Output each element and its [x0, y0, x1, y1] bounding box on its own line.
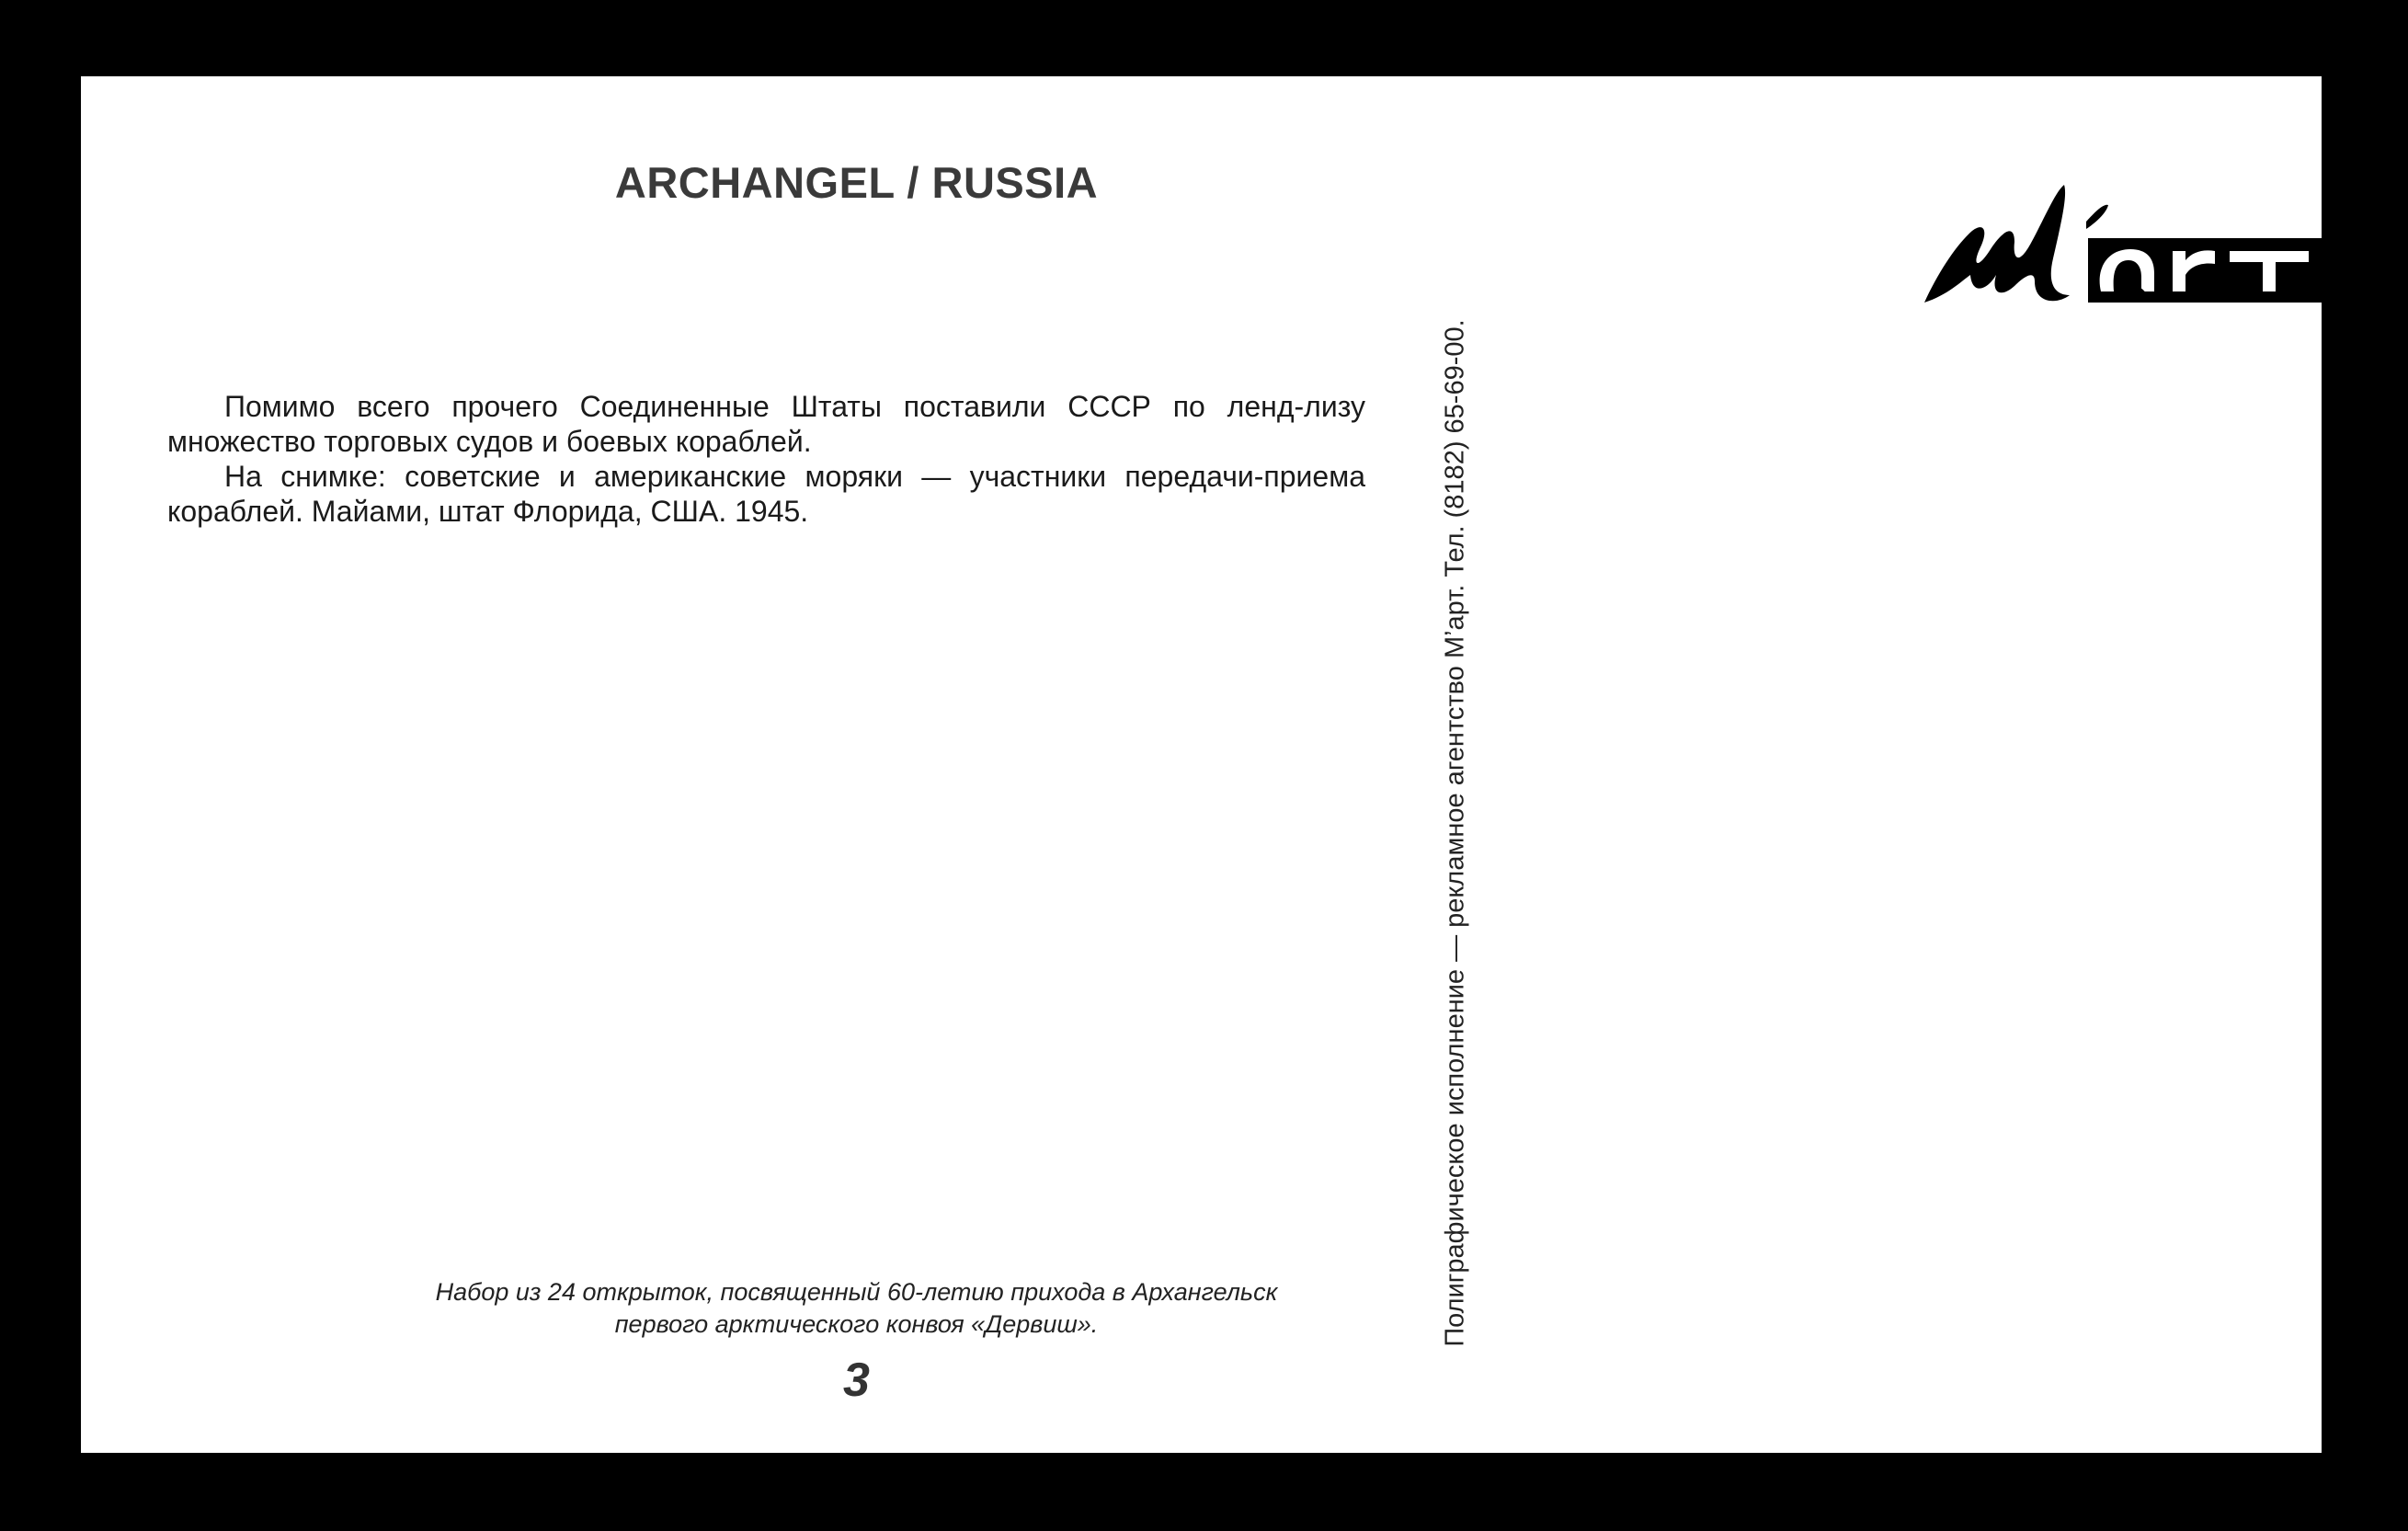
caption-line: первого арктического конвоя «Дервиш». — [614, 1310, 1099, 1338]
publisher-text: Полиграфическое исполнение — рекламное агентство М’арт. Тел. (8182) 65-69-00. — [1440, 319, 1470, 1347]
series-caption — [81, 1276, 1632, 1341]
publisher-info — [1437, 217, 1474, 1449]
mart-logo — [1906, 157, 2329, 314]
description-paragraph: На снимке: советские и американские моряки — участники передачи-приема кораблей. Майами, штат Флорида, США. 1945. — [167, 460, 1365, 528]
postcard — [81, 76, 2322, 1453]
card-title: ARCHANGEL / RUSSIA — [614, 158, 1099, 207]
caption-line: Набор из 24 открыток, посвященный 60-летию прихода в Архангельск — [435, 1278, 1278, 1306]
card-number: 3 — [843, 1354, 870, 1407]
description — [167, 389, 1365, 529]
description-paragraph: Помимо всего прочего Соединенные Штаты поставили СССР по ленд-лизу множество торговых судов и боевых кораблей. — [167, 390, 1365, 458]
